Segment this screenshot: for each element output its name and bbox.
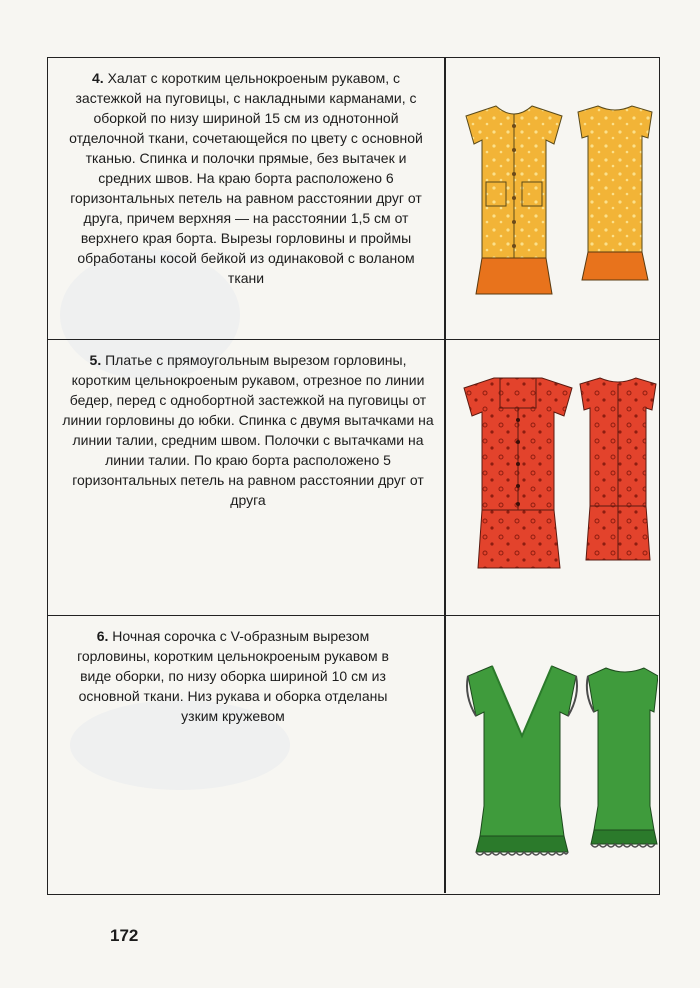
models-table [47,57,660,895]
item-description [58,350,438,510]
square-neckline [500,378,536,408]
column-divider [444,616,446,893]
item-description [58,68,434,288]
table-row [48,58,659,340]
dress-back [580,378,656,560]
item-description [68,626,398,726]
dress-illustration [448,340,658,615]
nightgown-drawing [448,616,658,893]
table-row [48,616,659,893]
robe-illustration [448,58,658,339]
dress-front [464,378,572,568]
nightgown-back [587,668,658,847]
item-number: 4. [91,70,104,86]
item-text: Платье с прямоугольным вырезом горловины, коротким цельнокроеным рукавом, отрезное по линии бедер, перед с однобортной застежкой на пуговицы от линии горловины до юбки. Спинка с двумя вытачками на линии талии, средним швом. Полочки с вытачками на линии талии. По краю борта расположено 5 горизонтальных петель на равном расстоянии друг от друга [62,352,434,508]
hem-ruffle [476,836,568,852]
table-row [48,340,659,616]
item-text: Халат с коротким цельнокроеным рукавом, с застежкой на пуговицы, с накладными карманами, с оборкой по низу шириной 15 см из однотонной отделочной ткани, сочетающейся по цвету с основной тканью. Спинка и полочки прямые, без вытачек и средних швов. На краю борта расположено 6 горизонтальных петель на равном расстоянии друг от друга, причем верхняя — на расстоянии 1,5 см от верхнего края борта. Вырезы горловины и проймы обработаны косой бейкой из одинаковой с воланом ткани [69,70,423,286]
dress-drawing [448,340,658,616]
robe-back [578,106,652,280]
robe-drawing [448,58,658,340]
item-number: 5. [89,352,102,368]
column-divider [444,58,446,339]
nightgown-front [467,666,577,855]
item-number: 6. [96,628,109,644]
item-text: Ночная сорочка с V-образным вырезом горловины, коротким цельнокроеным рукавом в виде оборки, по низу оборка шириной 10 см из основной ткани. Низ рукава и оборка отделаны узким кружевом [77,628,389,724]
robe-front [466,106,562,294]
nightgown-illustration [448,616,658,893]
page-number: 172 [110,926,139,945]
column-divider [444,340,446,615]
